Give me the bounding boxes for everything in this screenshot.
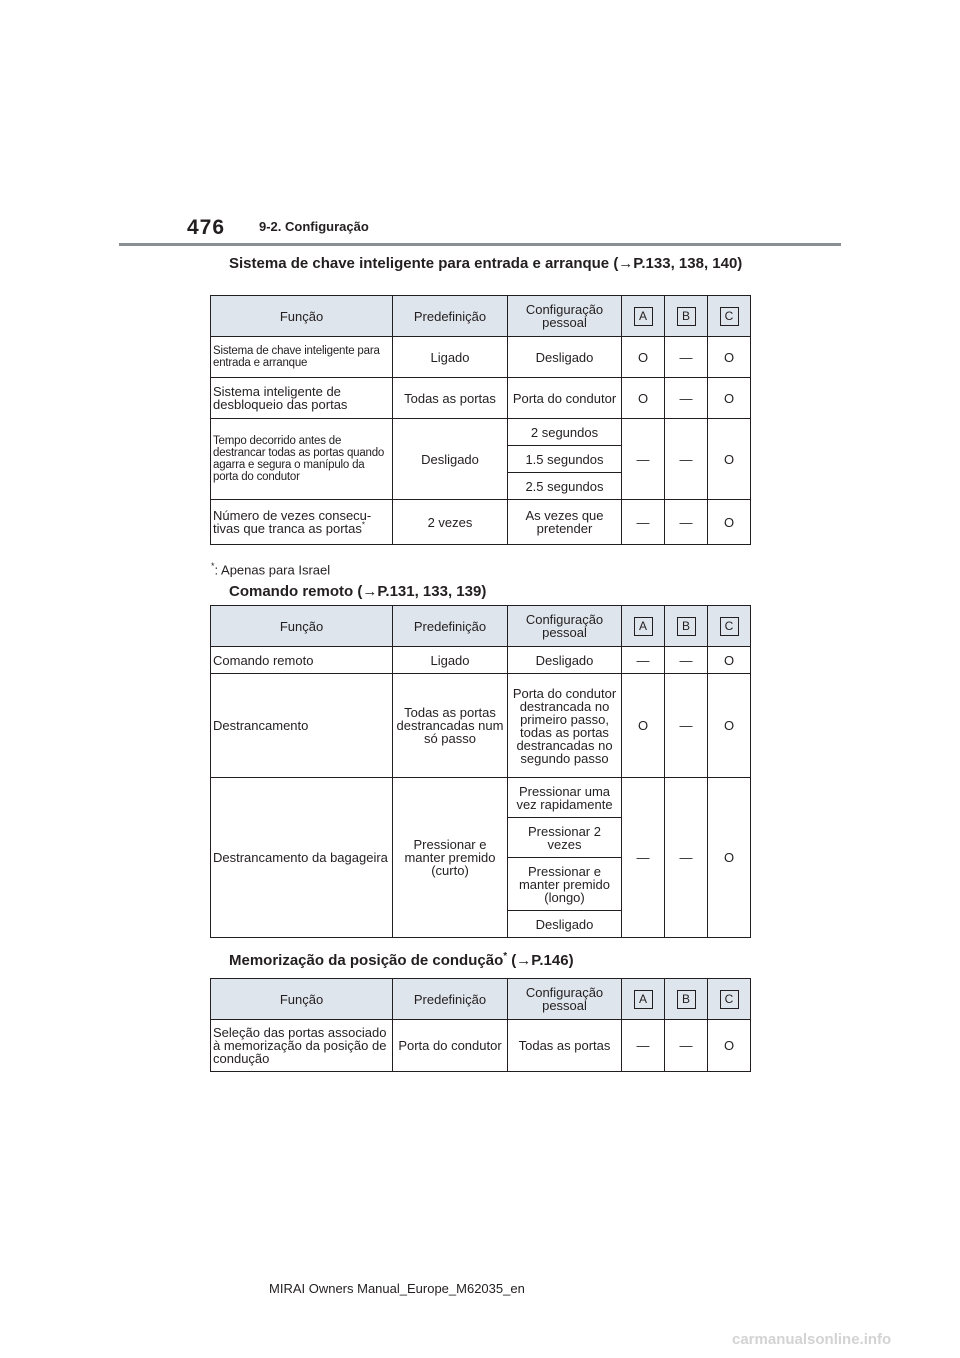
col-predefinicao: Predefinição — [393, 606, 508, 647]
section2-title: Comando remoto (→P.131, 133, 139) — [229, 583, 487, 600]
col-a — [622, 296, 665, 337]
cell-predef: Todas as portas destrancadas num só passo — [393, 674, 508, 778]
cell-func: Destrancamento da bagageira — [211, 778, 393, 938]
page-number: 476 — [187, 216, 226, 239]
col-b — [665, 979, 708, 1020]
cell-config-option: Pressionar e manter premido (longo) — [508, 858, 622, 911]
col-predefinicao: Predefinição — [393, 979, 508, 1020]
table-row — [211, 778, 751, 818]
cell-a: O — [622, 674, 665, 778]
table-row — [211, 337, 751, 378]
table-row — [211, 419, 751, 446]
col-c — [708, 606, 751, 647]
cell-config: Porta do condutor — [508, 378, 622, 419]
cell-c: O — [708, 500, 751, 545]
cell-a: O — [622, 378, 665, 419]
header-rule — [119, 243, 841, 246]
cell-b: — — [665, 778, 708, 938]
col-a — [622, 979, 665, 1020]
col-funcao: Função — [211, 979, 393, 1020]
col-configuracao: Configuração pessoal — [508, 979, 622, 1020]
cell-b: — — [665, 500, 708, 545]
driving-position-memory-table — [210, 978, 751, 1072]
table-row — [211, 1020, 751, 1072]
cell-b: — — [665, 419, 708, 500]
letter-a-box: A — [634, 617, 653, 636]
cell-a: — — [622, 778, 665, 938]
cell-c: O — [708, 1020, 751, 1072]
cell-func: Sistema de chave inteligente para entrada e arranque — [211, 337, 393, 378]
letter-b-box: B — [677, 990, 696, 1009]
letter-a-box: A — [634, 307, 653, 326]
table-header-row — [211, 606, 751, 647]
watermark — [727, 1328, 942, 1354]
cell-config-option: 2.5 segundos — [508, 473, 622, 500]
cell-func: Tempo decorrido antes de destrancar todas as portas quando agarra e segura o manípulo da porta do condutor — [211, 419, 393, 500]
section1-title: Sistema de chave inteligente para entrada e arranque (→P.133, 138, 140) — [229, 255, 743, 272]
section-label: 9-2. Configuração — [259, 219, 369, 234]
letter-b-box: B — [677, 617, 696, 636]
letter-c-box: C — [720, 307, 739, 326]
col-predefinicao: Predefinição — [393, 296, 508, 337]
cell-b: — — [665, 337, 708, 378]
footer-text: MIRAI Owners Manual_Europe_M62035_en — [269, 1281, 525, 1296]
cell-c: O — [708, 378, 751, 419]
cell-config: As vezes que pretender — [508, 500, 622, 545]
table-row — [211, 674, 751, 778]
footnote: *: Apenas para Israel — [211, 561, 331, 578]
cell-a: — — [622, 647, 665, 674]
letter-c-box: C — [720, 990, 739, 1009]
cell-predef: Todas as portas — [393, 378, 508, 419]
col-c — [708, 296, 751, 337]
cell-a: — — [622, 419, 665, 500]
cell-predef: Ligado — [393, 337, 508, 378]
table-row — [211, 647, 751, 674]
cell-config: Desligado — [508, 337, 622, 378]
cell-a: — — [622, 1020, 665, 1072]
cell-func: Destrancamento — [211, 674, 393, 778]
col-configuracao: Configuração pessoal — [508, 296, 622, 337]
cell-config: Desligado — [508, 647, 622, 674]
cell-predef: Porta do condutor — [393, 1020, 508, 1072]
cell-c: O — [708, 647, 751, 674]
table-header-row — [211, 296, 751, 337]
cell-b: — — [665, 1020, 708, 1072]
cell-c: O — [708, 337, 751, 378]
cell-a: O — [622, 337, 665, 378]
col-configuracao: Configuração pessoal — [508, 606, 622, 647]
col-b — [665, 296, 708, 337]
cell-func: Número de vezes consecu-tivas que tranca as portas* — [211, 500, 393, 545]
cell-predef: Pressionar e manter premido (curto) — [393, 778, 508, 938]
cell-c: O — [708, 674, 751, 778]
cell-b: — — [665, 647, 708, 674]
remote-control-table — [210, 605, 751, 938]
cell-config-option: Pressionar uma vez rapidamente — [508, 778, 622, 818]
cell-func: Sistema inteligente de desbloqueio das portas — [211, 378, 393, 419]
cell-func: Seleção das portas associado à memorização da posição de condução — [211, 1020, 393, 1072]
col-funcao: Função — [211, 606, 393, 647]
cell-c: O — [708, 419, 751, 500]
cell-predef: 2 vezes — [393, 500, 508, 545]
col-funcao: Função — [211, 296, 393, 337]
col-c — [708, 979, 751, 1020]
letter-c-box: C — [720, 617, 739, 636]
cell-config-option: 1.5 segundos — [508, 446, 622, 473]
cell-b: — — [665, 378, 708, 419]
cell-a: — — [622, 500, 665, 545]
cell-predef: Ligado — [393, 647, 508, 674]
table-row — [211, 500, 751, 545]
cell-c: O — [708, 778, 751, 938]
smart-key-table — [210, 295, 751, 545]
table-row — [211, 378, 751, 419]
cell-config: Porta do condutor destrancada no primeiro passo, todas as portas destrancadas no segundo passo — [508, 674, 622, 778]
watermark-text: carmanualsonline.info — [732, 1331, 892, 1348]
cell-config-option: Desligado — [508, 911, 622, 938]
cell-func: Comando remoto — [211, 647, 393, 674]
letter-b-box: B — [677, 307, 696, 326]
col-b — [665, 606, 708, 647]
cell-config-option: Pressionar 2 vezes — [508, 818, 622, 858]
cell-predef: Desligado — [393, 419, 508, 500]
letter-a-box: A — [634, 990, 653, 1009]
section3-title: Memorização da posição de condução* (→P.146) — [229, 951, 574, 969]
table-header-row — [211, 979, 751, 1020]
col-a — [622, 606, 665, 647]
cell-config-option: 2 segundos — [508, 419, 622, 446]
cell-config: Todas as portas — [508, 1020, 622, 1072]
cell-b: — — [665, 674, 708, 778]
